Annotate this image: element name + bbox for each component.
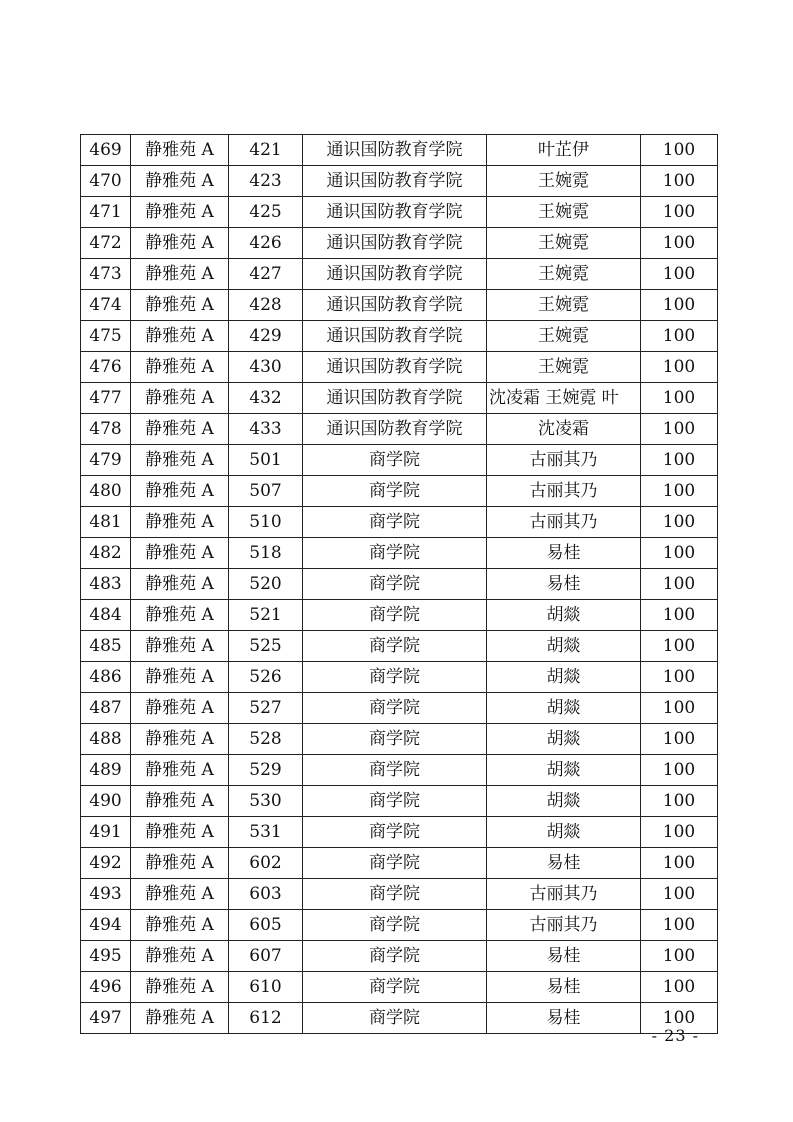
table-row	[81, 135, 718, 166]
score-cell: 100	[641, 135, 718, 166]
counselor-cell: 胡燚	[487, 662, 641, 693]
college-cell: 商学院	[303, 538, 487, 569]
score-cell: 100	[641, 817, 718, 848]
room-cell: 526	[229, 662, 303, 693]
score-cell: 100	[641, 414, 718, 445]
building-cell: 静雅苑 A	[131, 383, 229, 414]
score-cell: 100	[641, 910, 718, 941]
college-cell: 通识国防教育学院	[303, 290, 487, 321]
room-cell: 501	[229, 445, 303, 476]
table-row	[81, 352, 718, 383]
building-cell: 静雅苑 A	[131, 321, 229, 352]
room-cell: 428	[229, 290, 303, 321]
row-number-cell: 480	[81, 476, 131, 507]
row-number-cell: 487	[81, 693, 131, 724]
row-number-cell: 483	[81, 569, 131, 600]
row-number-cell: 484	[81, 600, 131, 631]
room-cell: 429	[229, 321, 303, 352]
table-row	[81, 755, 718, 786]
counselor-cell: 胡燚	[487, 817, 641, 848]
building-cell: 静雅苑 A	[131, 507, 229, 538]
college-cell: 通识国防教育学院	[303, 197, 487, 228]
table-row	[81, 662, 718, 693]
table-row	[81, 724, 718, 755]
college-cell: 商学院	[303, 507, 487, 538]
row-number-cell: 491	[81, 817, 131, 848]
building-cell: 静雅苑 A	[131, 755, 229, 786]
counselor-cell: 古丽其乃	[487, 476, 641, 507]
college-cell: 商学院	[303, 724, 487, 755]
college-cell: 通识国防教育学院	[303, 383, 487, 414]
score-cell: 100	[641, 1003, 718, 1034]
room-cell: 520	[229, 569, 303, 600]
score-cell: 100	[641, 228, 718, 259]
room-cell: 432	[229, 383, 303, 414]
row-number-cell: 489	[81, 755, 131, 786]
building-cell: 静雅苑 A	[131, 631, 229, 662]
college-cell: 通识国防教育学院	[303, 352, 487, 383]
college-cell: 商学院	[303, 631, 487, 662]
score-cell: 100	[641, 538, 718, 569]
row-number-cell: 473	[81, 259, 131, 290]
building-cell: 静雅苑 A	[131, 910, 229, 941]
row-number-cell: 471	[81, 197, 131, 228]
counselor-cell: 胡燚	[487, 786, 641, 817]
score-cell: 100	[641, 724, 718, 755]
table-row	[81, 879, 718, 910]
room-cell: 423	[229, 166, 303, 197]
score-cell: 100	[641, 476, 718, 507]
counselor-cell: 古丽其乃	[487, 910, 641, 941]
score-cell: 100	[641, 972, 718, 1003]
college-cell: 商学院	[303, 879, 487, 910]
building-cell: 静雅苑 A	[131, 290, 229, 321]
room-cell: 427	[229, 259, 303, 290]
score-cell: 100	[641, 631, 718, 662]
counselor-cell: 沈凌霜	[487, 414, 641, 445]
table-row	[81, 507, 718, 538]
room-cell: 529	[229, 755, 303, 786]
college-cell: 商学院	[303, 1003, 487, 1034]
score-cell: 100	[641, 755, 718, 786]
counselor-cell: 易桂	[487, 972, 641, 1003]
room-cell: 612	[229, 1003, 303, 1034]
table-row	[81, 1003, 718, 1034]
building-cell: 静雅苑 A	[131, 724, 229, 755]
row-number-cell: 492	[81, 848, 131, 879]
score-cell: 100	[641, 507, 718, 538]
counselor-cell: 王婉霓	[487, 321, 641, 352]
room-cell: 425	[229, 197, 303, 228]
score-cell: 100	[641, 166, 718, 197]
building-cell: 静雅苑 A	[131, 1003, 229, 1034]
table-row	[81, 693, 718, 724]
room-cell: 528	[229, 724, 303, 755]
row-number-cell: 475	[81, 321, 131, 352]
room-cell: 605	[229, 910, 303, 941]
counselor-cell: 胡燚	[487, 631, 641, 662]
row-number-cell: 479	[81, 445, 131, 476]
room-cell: 510	[229, 507, 303, 538]
college-cell: 商学院	[303, 662, 487, 693]
counselor-cell: 古丽其乃	[487, 507, 641, 538]
score-cell: 100	[641, 352, 718, 383]
college-cell: 通识国防教育学院	[303, 166, 487, 197]
room-cell: 531	[229, 817, 303, 848]
table-row	[81, 972, 718, 1003]
row-number-cell: 482	[81, 538, 131, 569]
row-number-cell: 495	[81, 941, 131, 972]
row-number-cell: 477	[81, 383, 131, 414]
score-cell: 100	[641, 259, 718, 290]
table-row	[81, 631, 718, 662]
row-number-cell: 494	[81, 910, 131, 941]
college-cell: 商学院	[303, 600, 487, 631]
building-cell: 静雅苑 A	[131, 600, 229, 631]
table-row	[81, 476, 718, 507]
room-cell: 521	[229, 600, 303, 631]
counselor-cell: 王婉霓	[487, 197, 641, 228]
counselor-cell: 胡燚	[487, 693, 641, 724]
college-cell: 通识国防教育学院	[303, 259, 487, 290]
table-row	[81, 414, 718, 445]
row-number-cell: 470	[81, 166, 131, 197]
score-cell: 100	[641, 693, 718, 724]
row-number-cell: 493	[81, 879, 131, 910]
row-number-cell: 469	[81, 135, 131, 166]
table-row	[81, 166, 718, 197]
score-cell: 100	[641, 197, 718, 228]
table-row	[81, 569, 718, 600]
counselor-cell: 胡燚	[487, 755, 641, 786]
row-number-cell: 486	[81, 662, 131, 693]
building-cell: 静雅苑 A	[131, 817, 229, 848]
room-cell: 603	[229, 879, 303, 910]
score-cell: 100	[641, 321, 718, 352]
room-cell: 610	[229, 972, 303, 1003]
row-number-cell: 478	[81, 414, 131, 445]
room-cell: 430	[229, 352, 303, 383]
row-number-cell: 497	[81, 1003, 131, 1034]
college-cell: 通识国防教育学院	[303, 228, 487, 259]
college-cell: 商学院	[303, 755, 487, 786]
score-cell: 100	[641, 290, 718, 321]
building-cell: 静雅苑 A	[131, 569, 229, 600]
room-cell: 426	[229, 228, 303, 259]
building-cell: 静雅苑 A	[131, 352, 229, 383]
dormitory-table	[80, 134, 718, 1034]
score-cell: 100	[641, 879, 718, 910]
building-cell: 静雅苑 A	[131, 228, 229, 259]
row-number-cell: 476	[81, 352, 131, 383]
building-cell: 静雅苑 A	[131, 259, 229, 290]
score-cell: 100	[641, 786, 718, 817]
college-cell: 通识国防教育学院	[303, 135, 487, 166]
counselor-cell: 易桂	[487, 1003, 641, 1034]
counselor-cell: 古丽其乃	[487, 879, 641, 910]
table-row	[81, 228, 718, 259]
counselor-cell: 易桂	[487, 941, 641, 972]
building-cell: 静雅苑 A	[131, 693, 229, 724]
counselor-cell: 沈凌霜 王婉霓 叶	[487, 383, 641, 414]
college-cell: 商学院	[303, 476, 487, 507]
table-row	[81, 848, 718, 879]
table-body	[81, 135, 718, 1034]
counselor-cell: 王婉霓	[487, 259, 641, 290]
college-cell: 商学院	[303, 569, 487, 600]
college-cell: 商学院	[303, 941, 487, 972]
building-cell: 静雅苑 A	[131, 135, 229, 166]
building-cell: 静雅苑 A	[131, 197, 229, 228]
row-number-cell: 472	[81, 228, 131, 259]
score-cell: 100	[641, 848, 718, 879]
page-number: - 23 -	[651, 1026, 699, 1045]
counselor-cell: 王婉霓	[487, 166, 641, 197]
counselor-cell: 王婉霓	[487, 228, 641, 259]
building-cell: 静雅苑 A	[131, 879, 229, 910]
table-row	[81, 259, 718, 290]
score-cell: 100	[641, 569, 718, 600]
row-number-cell: 474	[81, 290, 131, 321]
table-row	[81, 941, 718, 972]
building-cell: 静雅苑 A	[131, 166, 229, 197]
score-cell: 100	[641, 445, 718, 476]
counselor-cell: 易桂	[487, 538, 641, 569]
score-cell: 100	[641, 383, 718, 414]
table-row	[81, 383, 718, 414]
room-cell: 433	[229, 414, 303, 445]
building-cell: 静雅苑 A	[131, 476, 229, 507]
counselor-cell: 王婉霓	[487, 352, 641, 383]
score-cell: 100	[641, 941, 718, 972]
row-number-cell: 485	[81, 631, 131, 662]
building-cell: 静雅苑 A	[131, 786, 229, 817]
table-row	[81, 197, 718, 228]
table-row	[81, 817, 718, 848]
row-number-cell: 481	[81, 507, 131, 538]
college-cell: 商学院	[303, 848, 487, 879]
building-cell: 静雅苑 A	[131, 445, 229, 476]
building-cell: 静雅苑 A	[131, 941, 229, 972]
college-cell: 通识国防教育学院	[303, 414, 487, 445]
building-cell: 静雅苑 A	[131, 662, 229, 693]
table-row	[81, 445, 718, 476]
table-row	[81, 290, 718, 321]
table-row	[81, 786, 718, 817]
building-cell: 静雅苑 A	[131, 972, 229, 1003]
counselor-cell: 王婉霓	[487, 290, 641, 321]
college-cell: 商学院	[303, 910, 487, 941]
score-cell: 100	[641, 662, 718, 693]
counselor-cell: 叶芷伊	[487, 135, 641, 166]
table-row	[81, 538, 718, 569]
college-cell: 商学院	[303, 972, 487, 1003]
room-cell: 525	[229, 631, 303, 662]
room-cell: 530	[229, 786, 303, 817]
row-number-cell: 496	[81, 972, 131, 1003]
college-cell: 商学院	[303, 786, 487, 817]
table-row	[81, 600, 718, 631]
college-cell: 商学院	[303, 445, 487, 476]
building-cell: 静雅苑 A	[131, 414, 229, 445]
table-row	[81, 910, 718, 941]
room-cell: 607	[229, 941, 303, 972]
room-cell: 527	[229, 693, 303, 724]
college-cell: 通识国防教育学院	[303, 321, 487, 352]
room-cell: 602	[229, 848, 303, 879]
counselor-cell: 胡燚	[487, 600, 641, 631]
room-cell: 421	[229, 135, 303, 166]
building-cell: 静雅苑 A	[131, 848, 229, 879]
row-number-cell: 488	[81, 724, 131, 755]
college-cell: 商学院	[303, 693, 487, 724]
score-cell: 100	[641, 600, 718, 631]
building-cell: 静雅苑 A	[131, 538, 229, 569]
counselor-cell: 胡燚	[487, 724, 641, 755]
counselor-cell: 易桂	[487, 569, 641, 600]
table-row	[81, 321, 718, 352]
room-cell: 507	[229, 476, 303, 507]
counselor-cell: 易桂	[487, 848, 641, 879]
row-number-cell: 490	[81, 786, 131, 817]
counselor-cell: 古丽其乃	[487, 445, 641, 476]
room-cell: 518	[229, 538, 303, 569]
college-cell: 商学院	[303, 817, 487, 848]
